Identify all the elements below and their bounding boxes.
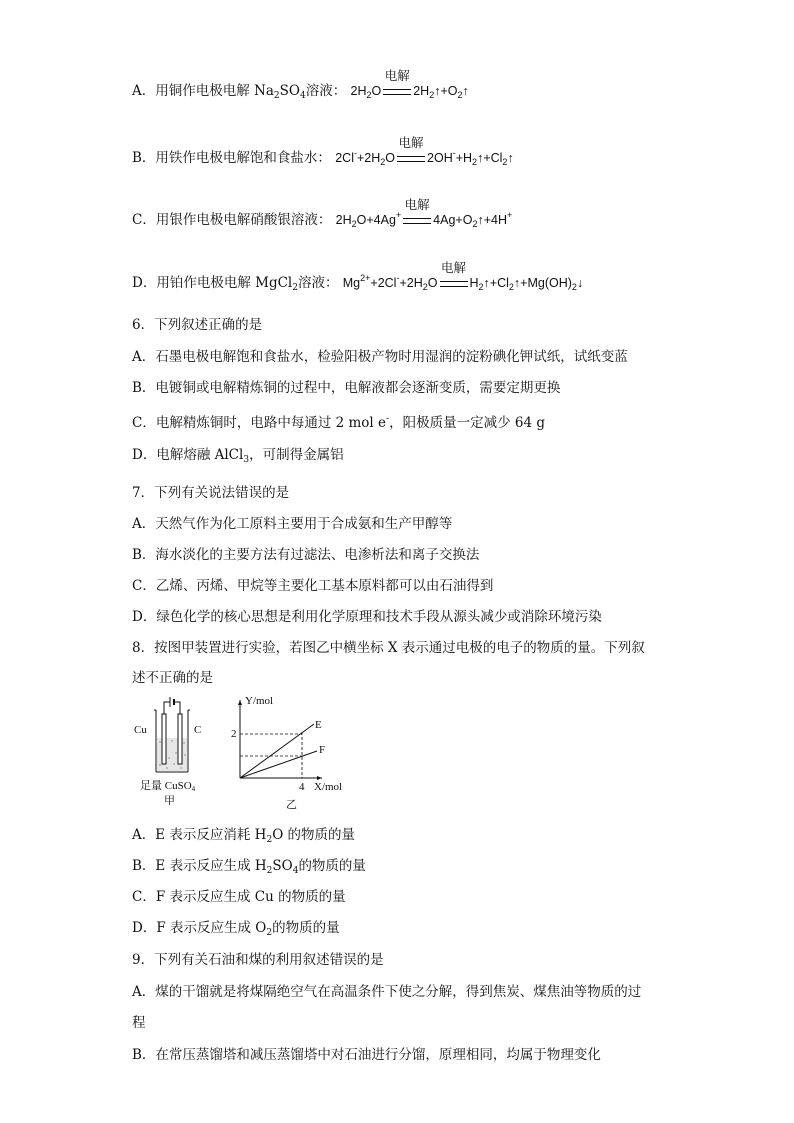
equation-c: $2H_2O+4Ag^+$ 电解 $4Ag+O_2↑+4H^+$: [335, 197, 513, 229]
q5-option-a: A．用铜作电极电解 $Na_2SO_4$溶液： $2H_2O$ 电解 $2H_2↑+O_2↑$: [132, 68, 469, 101]
line-e: [240, 724, 314, 778]
q5-option-b: B．用铁作电极电解饱和食盐水： $2Cl^-+2H_2O$ 电解 $2OH^-+H_2↑+Cl_2↑$: [132, 135, 514, 167]
beaker-apparatus: [154, 697, 190, 772]
q5-option-c: C．用银作电极电解硝酸银溶液： $2H_2O+4Ag^+$ 电解 $4Ag+O_2↑+4H^+$: [132, 197, 513, 229]
label-e: E: [315, 719, 322, 731]
q6-option-b: B．电镀铜或电解精炼铜的过程中，电解液都会逐渐变质，需要定期更换: [132, 380, 561, 396]
label-cu: Cu: [134, 724, 147, 736]
c-electrode: [178, 714, 182, 764]
q7-option-c: C．乙烯、丙烯、甲烷等主要化工基本原料都可以由石油得到: [132, 578, 494, 594]
label-c: C: [194, 724, 202, 736]
line-f: [240, 751, 317, 778]
equation-b: $2Cl^-+2H_2O$ 电解 $2OH^-+H_2↑+Cl_2↑$: [335, 135, 514, 167]
q8-stem-line1: 8．按图甲装置进行实验，若图乙中横坐标 X 表示通过电极的电子的物质的量。下列叙: [132, 640, 645, 656]
equation-a: $2H_2O$ 电解 $2H_2↑+O_2↑$: [350, 68, 469, 100]
equation-d: $Mg^{2+}+2Cl^-+2H_2O$ 电解 $H_2↑+Cl_2↑+Mg(OH)_2↓$: [342, 260, 584, 292]
q8-option-d: D．F 表示反应生成 $O_2$的物质的量: [132, 920, 340, 938]
q9-option-a-line1: A．煤的干馏就是将煤隔绝空气在高温条件下使之分解，得到焦炭、煤焦油等物质的过: [132, 984, 642, 1000]
q9-option-b: B．在常压蒸馏塔和减压蒸馏塔中对石油进行分馏，原理相同，均属于物理变化: [132, 1047, 601, 1063]
q7-option-a: A．天然气作为化工原料主要用于合成氨和生产甲醇等: [132, 516, 453, 532]
tick-x-4: 4: [299, 781, 305, 793]
x-axis-label: X/mol: [314, 781, 343, 793]
q9-stem: 9．下列有关石油和煤的利用叙述错误的是: [132, 952, 384, 968]
q5-option-d: D．用铂作电极电解 MgCl$_2$溶液： $Mg^{2+}+2Cl^-+2H_2O$ 电解 $H_2↑+Cl_2↑+Mg(OH)_2↓$: [132, 260, 584, 293]
q8-figure-svg: [132, 692, 372, 814]
q7-option-b: B．海水淡化的主要方法有过滤法、电渗析法和离子交换法: [132, 547, 480, 563]
q8-figure: [132, 692, 372, 814]
label-yi: 乙: [286, 799, 297, 811]
q6-option-c: C．电解精炼铜时，电路中每通过 2 mol e-，阳极质量一定减少 64 g: [132, 414, 545, 431]
tick-y-2: 2: [231, 728, 237, 740]
q7-option-d: D．绿色化学的核心思想是利用化学原理和技术手段从源头减少或消除环境污染: [132, 609, 602, 625]
q8-option-c: C．F 表示反应生成 Cu 的物质的量: [132, 889, 346, 905]
cu-electrode: [162, 714, 166, 764]
graph: [238, 700, 322, 780]
q9-option-a-line2: 程: [132, 1015, 146, 1031]
q8-stem-line2: 述不正确的是: [132, 670, 213, 686]
label-jia: 甲: [164, 795, 175, 807]
q7-stem: 7．下列有关说法错误的是: [132, 485, 290, 501]
q6-option-a: A．石墨电极电解饱和食盐水，检验阳极产物时用湿润的淀粉碘化钾试纸，试纸变蓝: [132, 349, 628, 365]
label-f: F: [319, 744, 326, 756]
q8-option-a: A．E 表示反应消耗 $H_2O$ 的物质的量: [132, 827, 356, 845]
y-axis-label: Y/mol: [245, 695, 274, 707]
q6-stem: 6．下列叙述正确的是: [132, 317, 263, 333]
q6-option-d: D．电解熔融 AlCl$_3$，可制得金属铝: [132, 447, 344, 465]
label-solution: 足量 CuSO4: [140, 780, 196, 793]
q8-option-b: B．E 表示反应生成 $H_2SO_4$的物质的量: [132, 858, 366, 876]
